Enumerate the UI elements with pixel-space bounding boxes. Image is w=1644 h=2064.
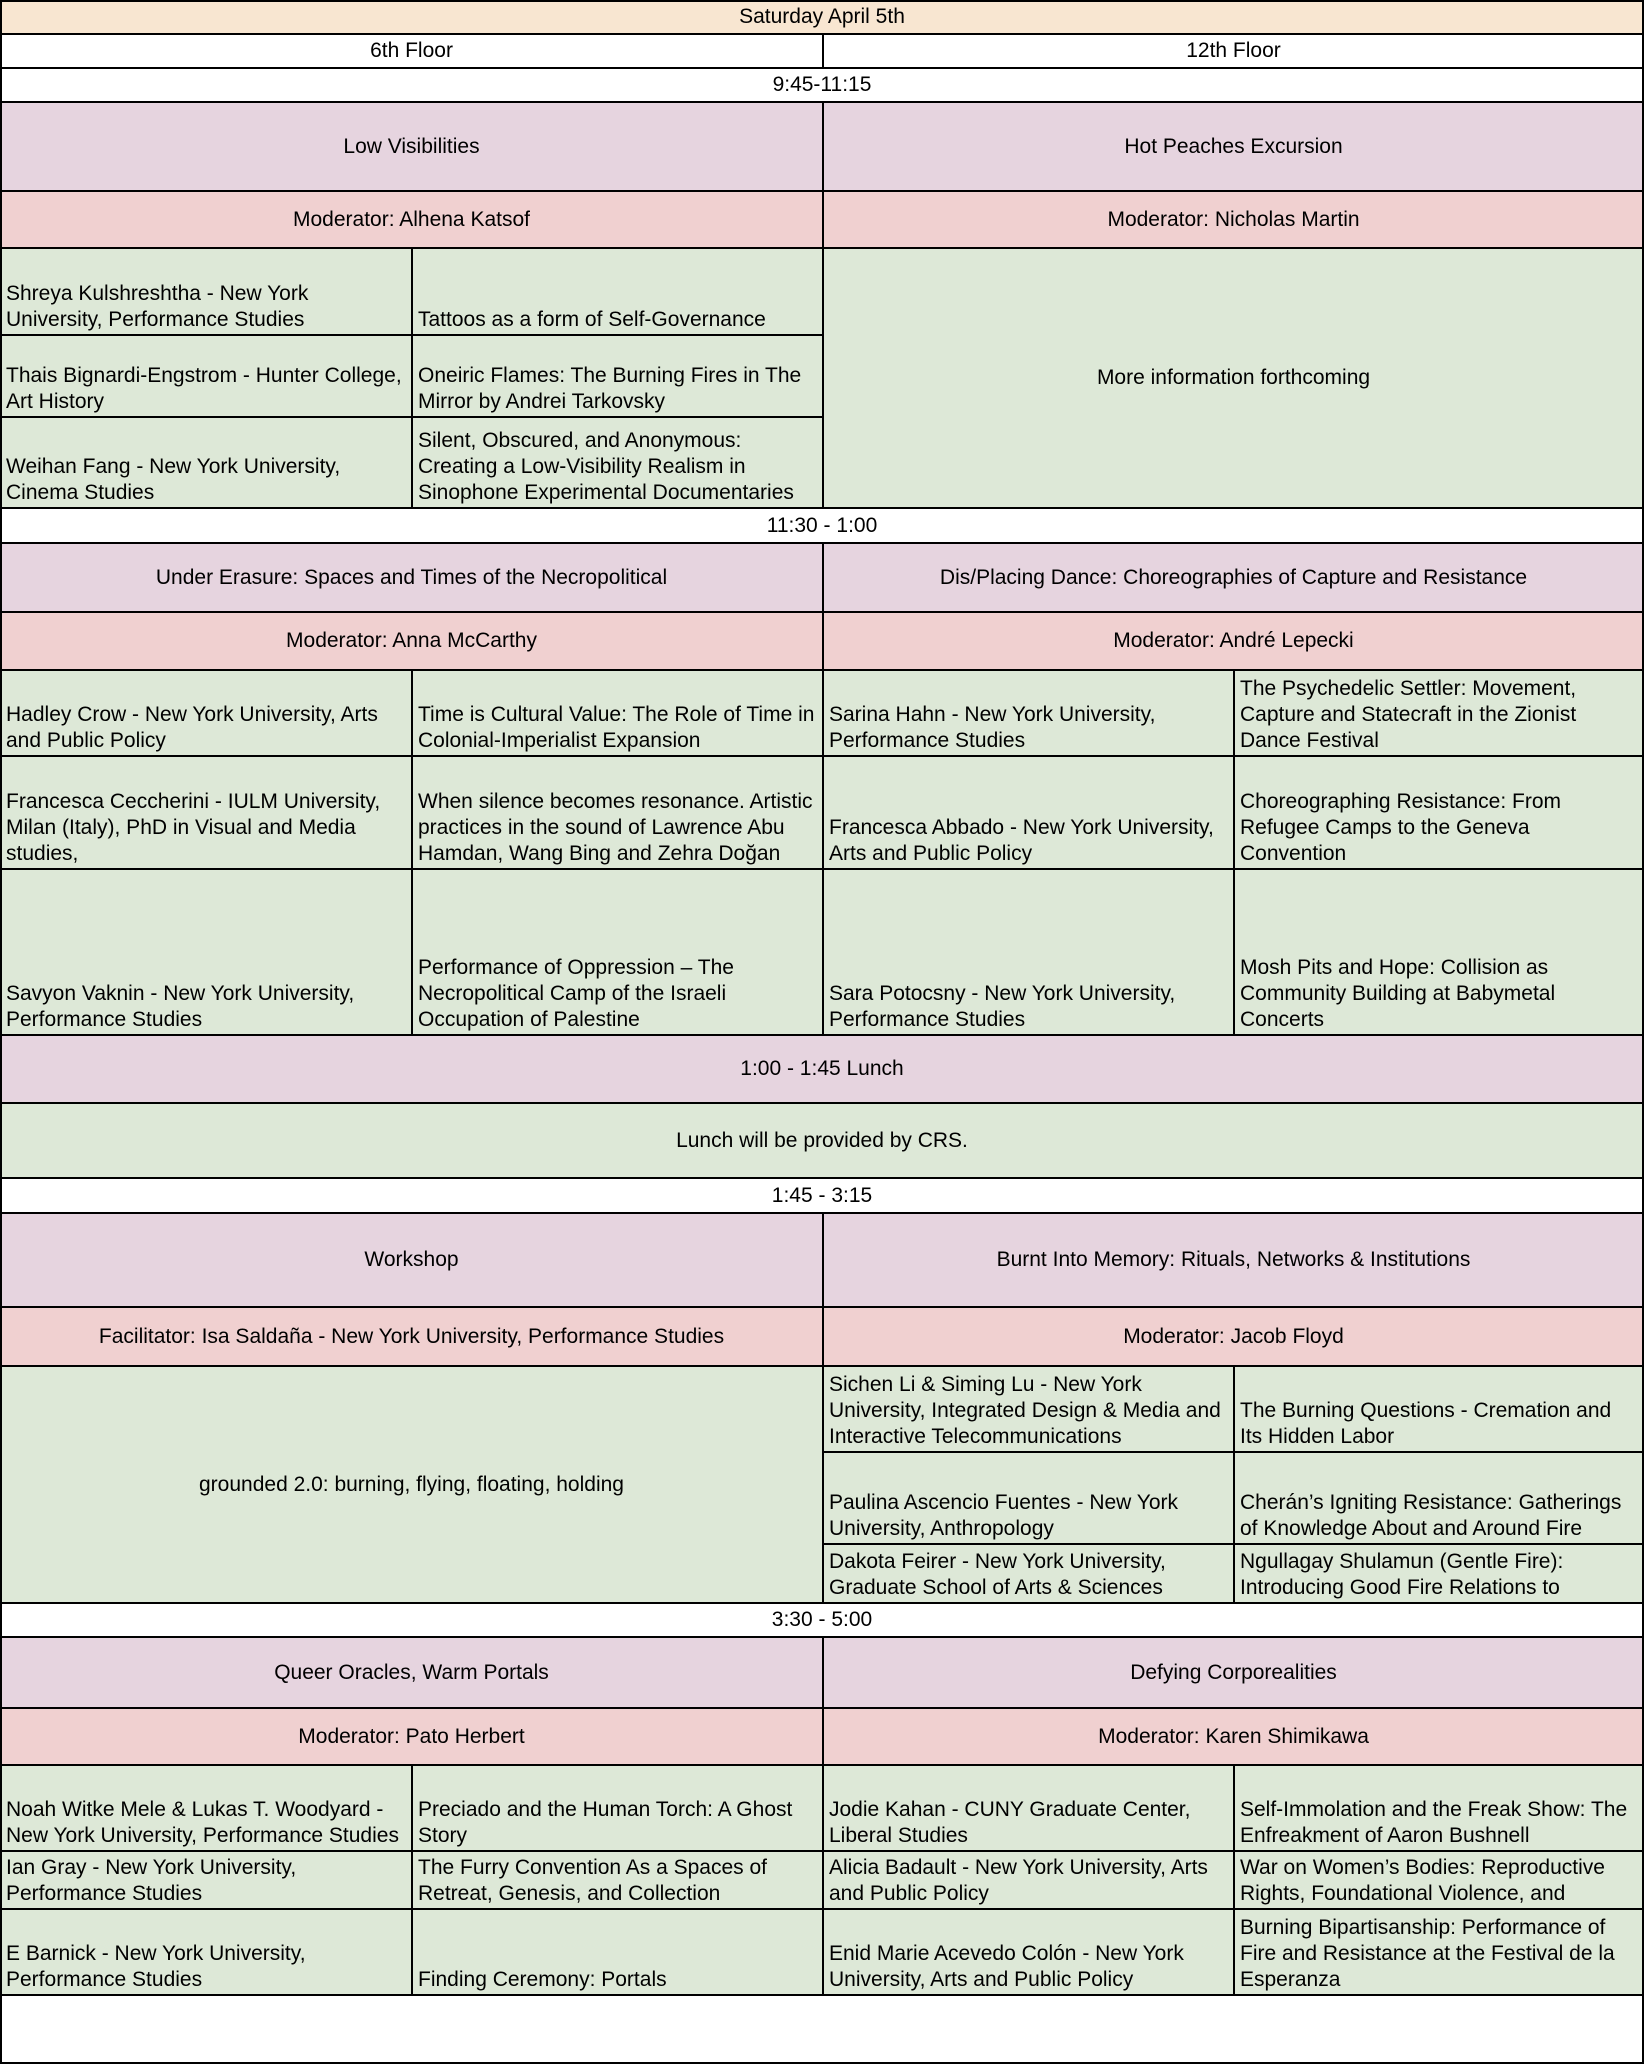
moderator: Moderator: Anna McCarthy — [0, 612, 823, 670]
grid-line — [1233, 1764, 1235, 1995]
grid-line — [0, 1102, 1644, 1104]
paper-title: Time is Cultural Value: The Role of Time in Colonial-Imperialist Expansion — [412, 670, 823, 756]
grid-line — [411, 669, 413, 1035]
grid-line — [0, 0, 1644, 2]
paper-title: Ngullagay Shulamun (Gentle Fire): Introducing Good Fire Relations to — [1234, 1544, 1644, 1603]
presenter: Francesca Ceccherini - IULM University, Milan (Italy), PhD in Visual and Media studies, — [0, 756, 412, 869]
paper-title: The Furry Convention As a Spaces of Retreat, Genesis, and Collection — [412, 1851, 823, 1909]
time-slot-1: 9:45-11:15 — [0, 68, 1644, 102]
panel-title: Hot Peaches Excursion — [823, 102, 1644, 191]
moderator: Moderator: Pato Herbert — [0, 1708, 823, 1765]
moderator: Moderator: André Lepecki — [823, 612, 1644, 670]
presenter: Shreya Kulshreshtha - New York University, Performance Studies — [0, 248, 412, 335]
paper-title: Silent, Obscured, and Anonymous: Creating a Low-Visibility Realism in Sinophone Experimental Documentaries — [412, 417, 823, 508]
panel-title: Low Visibilities — [0, 102, 823, 191]
grid-line — [0, 1177, 1644, 1179]
grid-line — [822, 542, 824, 1035]
presenter: Jodie Kahan - CUNY Graduate Center, Liberal Studies — [823, 1765, 1234, 1851]
grid-line — [822, 1636, 824, 1995]
presenter: Sarina Hahn - New York University, Performance Studies — [823, 670, 1234, 756]
presenter: Paulina Ascencio Fuentes - New York University, Anthropology — [823, 1452, 1234, 1544]
presenter: Ian Gray - New York University, Performance Studies — [0, 1851, 412, 1909]
panel-title: Workshop — [0, 1213, 823, 1307]
grid-line — [411, 1764, 413, 1995]
panel-title: Dis/Placing Dance: Choreographies of Capture and Resistance — [823, 543, 1644, 612]
moderator: Moderator: Karen Shimikawa — [823, 1708, 1644, 1765]
panel-title: Burnt Into Memory: Rituals, Networks & Institutions — [823, 1213, 1644, 1307]
moderator: Moderator: Jacob Floyd — [823, 1307, 1644, 1366]
paper-title: Tattoos as a form of Self-Governance — [412, 248, 823, 335]
grid-line — [0, 0, 2, 2064]
grid-line — [822, 33, 824, 68]
presenter: Sara Potocsny - New York University, Performance Studies — [823, 869, 1234, 1035]
paper-title: War on Women’s Bodies: Reproductive Rights, Foundational Violence, and — [1234, 1851, 1644, 1909]
presenter: Enid Marie Acevedo Colón - New York University, Arts and Public Policy — [823, 1909, 1234, 1995]
paper-title: The Burning Questions - Cremation and Its Hidden Labor — [1234, 1366, 1644, 1452]
paper-title: Self-Immolation and the Freak Show: The Enfreakment of Aaron Bushnell — [1234, 1765, 1644, 1851]
grid-line — [411, 247, 413, 508]
paper-title: Oneiric Flames: The Burning Fires in The Mirror by Andrei Tarkovsky — [412, 335, 823, 417]
presenter: Alicia Badault - New York University, Arts and Public Policy — [823, 1851, 1234, 1909]
paper-title: Choreographing Resistance: From Refugee Camps to the Geneva Convention — [1234, 756, 1644, 869]
paper-title: Mosh Pits and Hope: Collision as Community Building at Babymetal Concerts — [1234, 869, 1644, 1035]
panel-title: Defying Corporealities — [823, 1637, 1644, 1708]
page-title: Saturday April 5th — [0, 0, 1644, 34]
presenter: Dakota Feirer - New York University, Graduate School of Arts & Sciences — [823, 1544, 1234, 1603]
lunch-note: Lunch will be provided by CRS. — [0, 1103, 1644, 1178]
paper-title: The Psychedelic Settler: Movement, Capture and Statecraft in the Zionist Dance Festival — [1234, 670, 1644, 756]
time-slot-3: 1:45 - 3:15 — [0, 1178, 1644, 1213]
presenter: Francesca Abbado - New York University, Arts and Public Policy — [823, 756, 1234, 869]
presenter: Thais Bignardi-Engstrom - Hunter College, Art History — [0, 335, 412, 417]
paper-title: Performance of Oppression – The Necropolitical Camp of the Israeli Occupation of Palestine — [412, 869, 823, 1035]
presenter: Weihan Fang - New York University, Cinema Studies — [0, 417, 412, 508]
presenter: Savyon Vaknin - New York University, Performance Studies — [0, 869, 412, 1035]
moderator: Moderator: Alhena Katsof — [0, 191, 823, 248]
paper-title: When silence becomes resonance. Artistic practices in the sound of Lawrence Abu Hamdan, Wang Bing and Zehra Doğan — [412, 756, 823, 869]
time-slot-4: 3:30 - 5:00 — [0, 1603, 1644, 1637]
presenter: Hadley Crow - New York University, Arts and Public Policy — [0, 670, 412, 756]
empty-footer-row — [0, 1995, 1644, 2064]
paper-title: Preciado and the Human Torch: A Ghost Story — [412, 1765, 823, 1851]
presenter: Sichen Li & Siming Lu - New York University, Integrated Design & Media and Interactive Telecommunications — [823, 1366, 1234, 1452]
floor-header-right: 12th Floor — [823, 34, 1644, 68]
moderator: Moderator: Nicholas Martin — [823, 191, 1644, 248]
time-slot-2: 11:30 - 1:00 — [0, 508, 1644, 543]
paper-title: Cherán’s Igniting Resistance: Gatherings of Knowledge About and Around Fire — [1234, 1452, 1644, 1544]
lunch-title: 1:00 - 1:45 Lunch — [0, 1035, 1644, 1103]
paper-title: Burning Bipartisanship: Performance of Fire and Resistance at the Festival de la Esperanza — [1234, 1909, 1644, 1995]
info-note: More information forthcoming — [823, 248, 1644, 508]
grid-line — [1233, 669, 1235, 1035]
grid-line — [1233, 1365, 1235, 1603]
presenter: Noah Witke Mele & Lukas T. Woodyard - New York University, Performance Studies — [0, 1765, 412, 1851]
panel-title: Queer Oracles, Warm Portals — [0, 1637, 823, 1708]
workshop-title: grounded 2.0: burning, flying, floating, holding — [0, 1366, 823, 1603]
grid-line — [822, 101, 824, 508]
grid-line — [822, 1212, 824, 1603]
facilitator: Facilitator: Isa Saldaña - New York University, Performance Studies — [0, 1307, 823, 1366]
floor-header-left: 6th Floor — [0, 34, 823, 68]
presenter: E Barnick - New York University, Performance Studies — [0, 1909, 412, 1995]
paper-title: Finding Ceremony: Portals — [412, 1909, 823, 1995]
panel-title: Under Erasure: Spaces and Times of the Necropolitical — [0, 543, 823, 612]
